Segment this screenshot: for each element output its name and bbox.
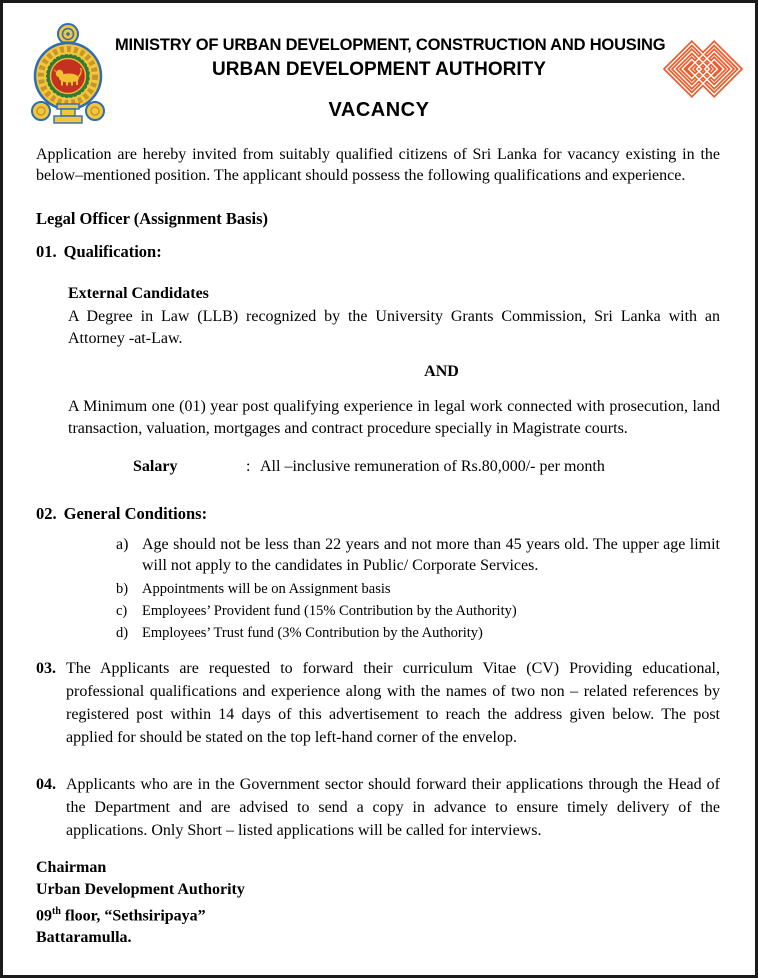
list-item-letter: b) — [116, 581, 129, 597]
uda-knot-icon — [663, 29, 743, 109]
section-04-number: 04. — [36, 776, 56, 793]
salary-value: All –inclusive remuneration of Rs.80,000/- per month — [260, 458, 605, 475]
signature-address-floor — [36, 901, 720, 927]
list-item-letter: a) — [116, 536, 129, 553]
sri-lanka-emblem-logo — [28, 21, 108, 126]
section-01-label: Qualification: — [63, 242, 162, 261]
section-03-text: The Applicants are requested to forward their curriculum Vitae (CV) Providing educational, professional qualifications and experience along with the names of two non – related references by registered post within 14 days of this advertisement to reach the address given below. The post applied for should be stated on the top left-hand corner of the envelop. — [66, 660, 720, 746]
salary-label: Salary — [133, 458, 178, 475]
position-heading: Legal Officer (Assignment Basis) — [36, 209, 269, 228]
section-01-content — [68, 284, 720, 477]
floor-ordinal: th — [52, 906, 61, 917]
list-item-a — [116, 534, 720, 576]
degree-paragraph: A Degree in Law (LLB) recognized by the University Grants Commission, Sri Lanka with an Attorney -at-Law. — [68, 308, 720, 347]
signature-city: Battaramulla. — [36, 929, 132, 947]
conditions-list — [116, 534, 720, 643]
section-03 — [36, 657, 720, 749]
uda-logo — [663, 29, 743, 109]
list-item-text: Age should not be less than 22 years and not more than 45 years old. The upper age limit will not apply to the candidates in Public/ Corporate Services. — [142, 536, 720, 574]
sri-lanka-emblem-icon — [28, 21, 108, 126]
list-item-b — [116, 580, 720, 599]
authority-name: URBAN DEVELOPMENT AUTHORITY — [212, 59, 546, 80]
list-item-d — [116, 624, 720, 643]
document-header — [3, 3, 755, 81]
salary-colon: : — [246, 458, 251, 475]
floor-text: floor, “Sethsiripaya” — [60, 907, 206, 925]
signature-block — [36, 857, 720, 949]
section-02-label: General Conditions: — [63, 504, 208, 523]
list-item-text: Employees’ Trust fund (3% Contribution by the Authority) — [142, 625, 483, 641]
intro-paragraph: Application are hereby invited from suitably qualified citizens of Sri Lanka for vacancy existing in the below–mentioned position. The applicant should possess the following qualifications and experience. — [36, 146, 720, 184]
experience-paragraph: A Minimum one (01) year post qualifying experience in legal work connected with prosecution, land transaction, valuation, mortgages and contract procedure specially in Magistrate courts. — [68, 398, 720, 437]
signature-organization: Urban Development Authority — [36, 881, 245, 898]
section-03-number: 03. — [36, 660, 56, 677]
ministry-name: MINISTRY OF URBAN DEVELOPMENT, CONSTRUCTION AND HOUSING — [115, 36, 666, 54]
signature-title: Chairman — [36, 859, 107, 876]
section-02-heading — [36, 503, 720, 524]
section-02-number: 02. — [36, 504, 57, 523]
floor-number: 09 — [36, 907, 52, 925]
document-body — [3, 144, 755, 949]
section-01-heading — [36, 241, 720, 262]
and-connector: AND — [424, 363, 459, 380]
external-candidates-subheading: External Candidates — [68, 285, 209, 302]
section-01-number: 01. — [36, 242, 57, 261]
list-item-text: Appointments will be on Assignment basis — [142, 581, 391, 597]
header-titles — [115, 35, 666, 81]
list-item-letter: d) — [116, 625, 129, 641]
salary-row — [133, 456, 720, 477]
list-item-c — [116, 602, 720, 621]
list-item-text: Employees’ Provident fund (15% Contribution by the Authority) — [142, 603, 517, 619]
section-04-text: Applicants who are in the Government sector should forward their applications through the Head of the Department and are advised to send a copy in advance to ensure timely delivery of the applications. Only Short – listed applications will be called for interviews. — [66, 776, 720, 839]
list-item-letter: c) — [116, 603, 128, 619]
section-04 — [36, 773, 720, 842]
page-title: VACANCY — [328, 99, 430, 121]
